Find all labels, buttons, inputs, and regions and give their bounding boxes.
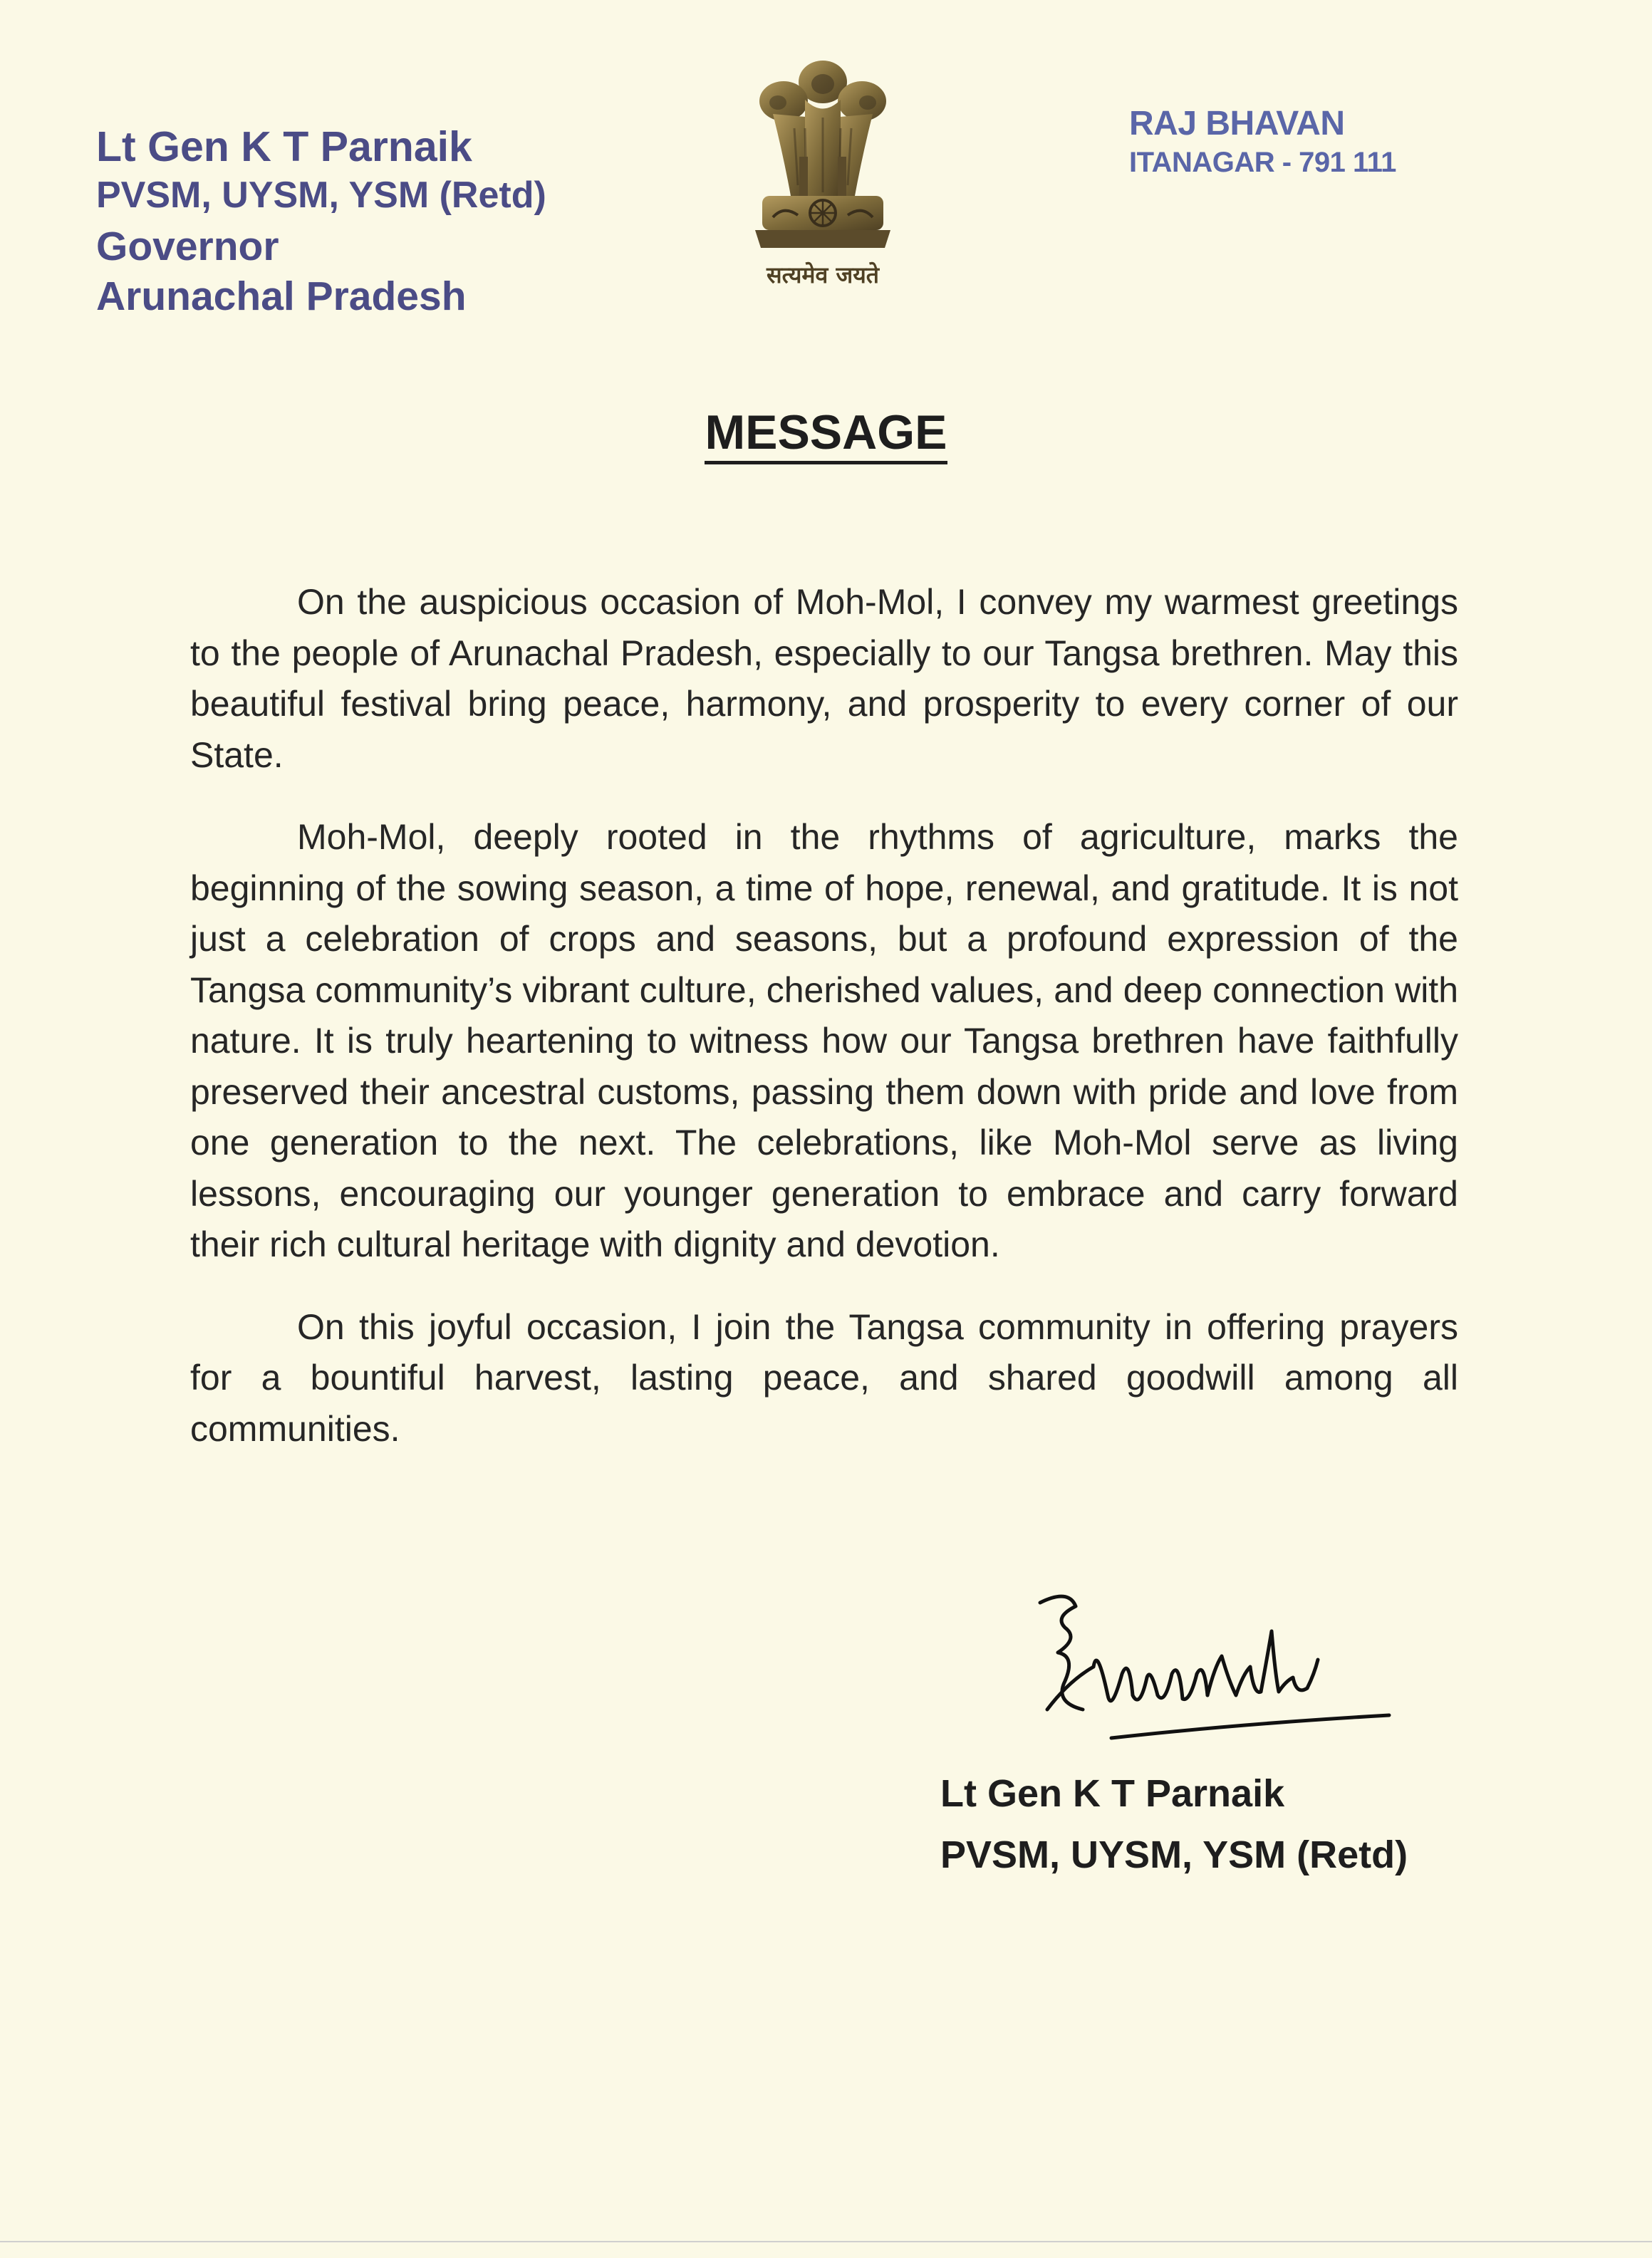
letterhead-right: [1129, 103, 1396, 180]
letterhead-city: ITANAGAR - 791 111: [1129, 147, 1396, 178]
signatory-name: Lt Gen K T Parnaik: [940, 1772, 1285, 1815]
letterhead-state: Arunachal Pradesh: [96, 274, 467, 319]
letterhead-honours: PVSM, UYSM, YSM (Retd): [96, 175, 546, 216]
page-title: [0, 405, 1652, 460]
handwritten-signature: [1026, 1588, 1396, 1774]
letterhead-name: Lt Gen K T Parnaik: [96, 123, 472, 170]
message-paragraph: Moh-Mol, deeply rooted in the rhythms of agriculture, marks the beginning of the sowing season, a time of hope, renewal, and gratitude. It is not just a celebration of crops and seasons, but a profound expression of the Tangsa community’s vibrant culture, cherished values, and deep connection with nature. It is truly heartening to witness how our Tangsa brethren have faithfully preserved their ancestral customs, passing them down with pride and love from one generation to the next. The celebrations, like Moh-Mol serve as living lessons, encouraging our younger generation to embrace and carry forward their rich cultural heritage with dignity and devotion.: [190, 817, 1458, 1264]
letterhead-designation: Governor: [96, 224, 279, 269]
state-emblem-icon: [734, 50, 912, 306]
page-edge-divider: [0, 2241, 1652, 2242]
signatory-honours: PVSM, UYSM, YSM (Retd): [940, 1833, 1408, 1876]
letterhead-left: [96, 121, 546, 322]
letterhead-office: RAJ BHAVAN: [1129, 105, 1345, 142]
emblem-motto: सत्यमेव जयते: [766, 261, 880, 288]
message-paragraph: On this joyful occasion, I join the Tangsa community in offering prayers for a bountiful harvest, lasting peace, and shared goodwill among all communities.: [190, 1306, 1458, 1449]
signatory-block: [940, 1763, 1408, 1885]
page-title-text: MESSAGE: [705, 405, 947, 464]
message-body: [190, 577, 1458, 1486]
message-paragraph: On the auspicious occasion of Moh-Mol, I convey my warmest greetings to the people of Arunachal Pradesh, especially to our Tangsa brethren. May this beautiful festival bring peace, harmony, and prosperity to every corner of our State.: [190, 582, 1458, 775]
